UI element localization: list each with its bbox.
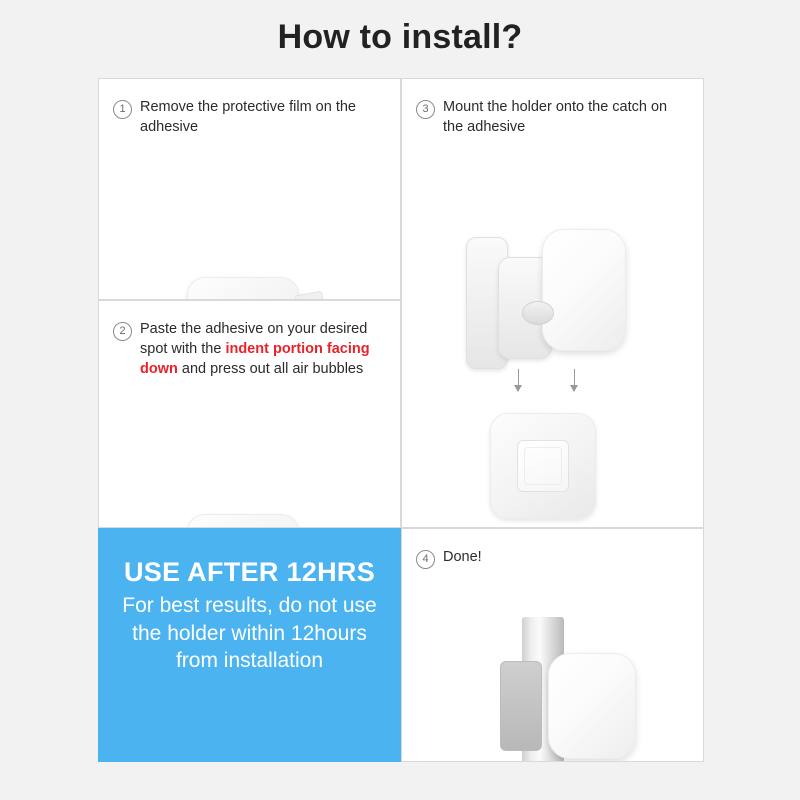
step-3-header <box>402 79 703 137</box>
step-4-text: Done! <box>443 549 482 565</box>
notice-body: For best results, do not use the holder within 12hours from installation <box>122 594 377 673</box>
step-2-number: 2 <box>113 322 132 341</box>
step-4-header <box>402 529 703 569</box>
step-2-text-highlight: indent portion facing down <box>140 341 370 377</box>
holder-body-icon <box>542 229 626 351</box>
instruction-grid <box>98 78 702 760</box>
mount-arrow-right-icon <box>574 369 575 391</box>
step-card-3 <box>401 78 704 528</box>
adhesive-pad-icon <box>490 413 596 519</box>
notice-panel <box>98 528 401 762</box>
mounted-holder-icon <box>548 653 636 759</box>
step-2-text-tail: and press out all air bubbles <box>177 361 364 377</box>
step-2-text-lead: Paste the adhesive on your desired spot with the <box>140 321 368 357</box>
step-card-4 <box>401 528 704 762</box>
step-card-1 <box>98 78 401 300</box>
step-2-text <box>140 319 386 379</box>
adhesive-pad-icon <box>187 277 299 300</box>
mounted-clip-icon <box>500 661 542 751</box>
step-card-2 <box>98 300 401 528</box>
holder-knob-icon <box>522 301 554 325</box>
adhesive-pad-icon <box>187 514 299 528</box>
page-title: How to install? <box>277 18 523 56</box>
mount-arrow-left-icon <box>518 369 519 391</box>
step-1-text: Remove the protective film on the adhesive <box>140 99 356 135</box>
notice-headline: USE AFTER 12HRS <box>123 557 376 587</box>
step-4-number: 4 <box>416 550 435 569</box>
step-3-number: 3 <box>416 100 435 119</box>
step-1-number: 1 <box>113 100 132 119</box>
step-3-text: Mount the holder onto the catch on the adhesive <box>443 99 668 135</box>
step-2-header <box>99 301 400 379</box>
step-1-header <box>99 79 400 137</box>
